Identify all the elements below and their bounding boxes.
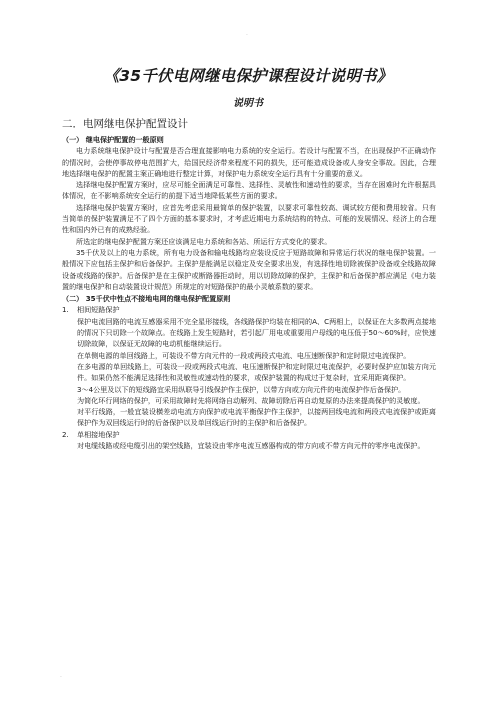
list-item-number: 1. [62,305,69,315]
list-item [62,304,436,315]
paragraph: 对平行线路，一般宜装设横差动电流方向保护或电流平衡保护作主保护，以接两回线电流和两段式电流保护或距离保护作为双回线运行时的后备保护以及单回线运行时的主保护和后备保护。 [77,407,436,428]
page-marker-bottom: . [60,672,62,679]
paragraph: 35千伏及以上的电力系统，所有电力设备和输电线路均应装设反应于短路故障和异常运行状况的继电保护装置。一般情况下应包括主保护和后备保护。主保护是能满足以稳定及安全要求出发，有选择性地切除被保护设备或全线路故障设备或线路的保护。后备保护是在主保护或断路器拒动时，用以切除故障的保护，主保护和后备保护都应满足《电力装置的继电保护和自动装置设计规范》所规定的对短路保护的最小灵敏系数的要求。 [62,247,436,291]
subsection-heading-2: （二） 35千伏中性点不接地电网的继电保护配置原则 [62,294,231,304]
subsection-heading-1: （一） 继电保护配置的一般原则 [62,135,164,144]
list-item-number: 2. [62,429,69,439]
document-subtitle: 说明书 [233,98,263,109]
list-item-body [62,440,436,451]
document-body [62,114,436,451]
paragraph: 电力系统继电保护设计与配置是否合理直接影响电力系统的安全运行。若设计与配置不当，在出现保护不正确动作的情况时，会使停事故停电范围扩大，给国民经济带来程度不同的损失，还可能造成设备或人身安全事故。因此，合理地选择继电保护的配置主案正确地进行整定计算，对保护电力系统安全运行具有十分重要的意义。 [62,146,436,178]
document-title: 《35千伏电网继电保护课程设计说明书》 [103,67,393,85]
paragraph: 选择继电保护配置方案时，应尽可能全面满足可靠性、选择性、灵敏性和速动性的要求，当存在困难时允许根据具体情况，在不影响系统安全运行的前提下适当地降低某些方面的要求。 [62,180,436,201]
section-heading: 二．电网继电保护配置设计 [62,118,188,130]
paragraph: 保护电流回路的电流互感器采用不完全星形接线，各线路保护均装在相同的A、C两相上，以保证在大多数两点接地的情况下只切除一个故障点。在线路上发生短路时，若引起厂用电或重要用户母线的电压低于50～60%时，应快速切除故障，以保证无故障的电动机能继续运行。 [77,316,436,349]
list-item-title: 单相接地保护 [77,429,120,439]
paragraph: 所选定的继电保护配置方案还应该满足电力系统和各站、所运行方式变化的要求。 [76,236,332,246]
page-marker-top: . [246,30,248,37]
paragraph: 选择继电保护装置方案时，应首先考虑采用最简单的保护装置，以要求可靠性较高、调试较方便和费用较省。只有当简单的保护装置满足不了四个方面的基本要求时，才考虑近期电力系统结构的特点、可能的发展情况、经济上的合理性和国内外已有的成熟经验。 [62,202,436,235]
paragraph: 对电缆线路或经电缆引出的架空线路，宜装设由零序电流互感器构成的带方向或不带方向元件的零序电流保护。 [77,441,425,451]
paragraph: 在单侧电源的单回线路上，可装设不带方向元件的一段或两段式电流、电压速断保护和定时限过电流保护。 [77,350,411,360]
list-item-title: 相间短路保护 [77,305,120,315]
paragraph: 3～4公里及以下的短线路宜采用纵联导引线保护作主保护，以带方向或方向元件的电流保护作后备保护。 [77,384,406,394]
list-item-body [62,316,436,429]
paragraph: 为简化环行网络的保护，可采用故障时先将网络自动解列、故障切除后再自动复原的办法来提高保护的灵敏度。 [77,395,425,405]
paragraph: 在多电源的单回线路上，可装设一段或两段式电流、电压速断保护和定时限过电流保护，必要时保护应加装方向元件。如果仍然不能满足选择性和灵敏性或速动性的要求，或保护装置的构成过于复杂时，宜采用距离保护。 [77,361,436,383]
list-item [62,429,436,440]
